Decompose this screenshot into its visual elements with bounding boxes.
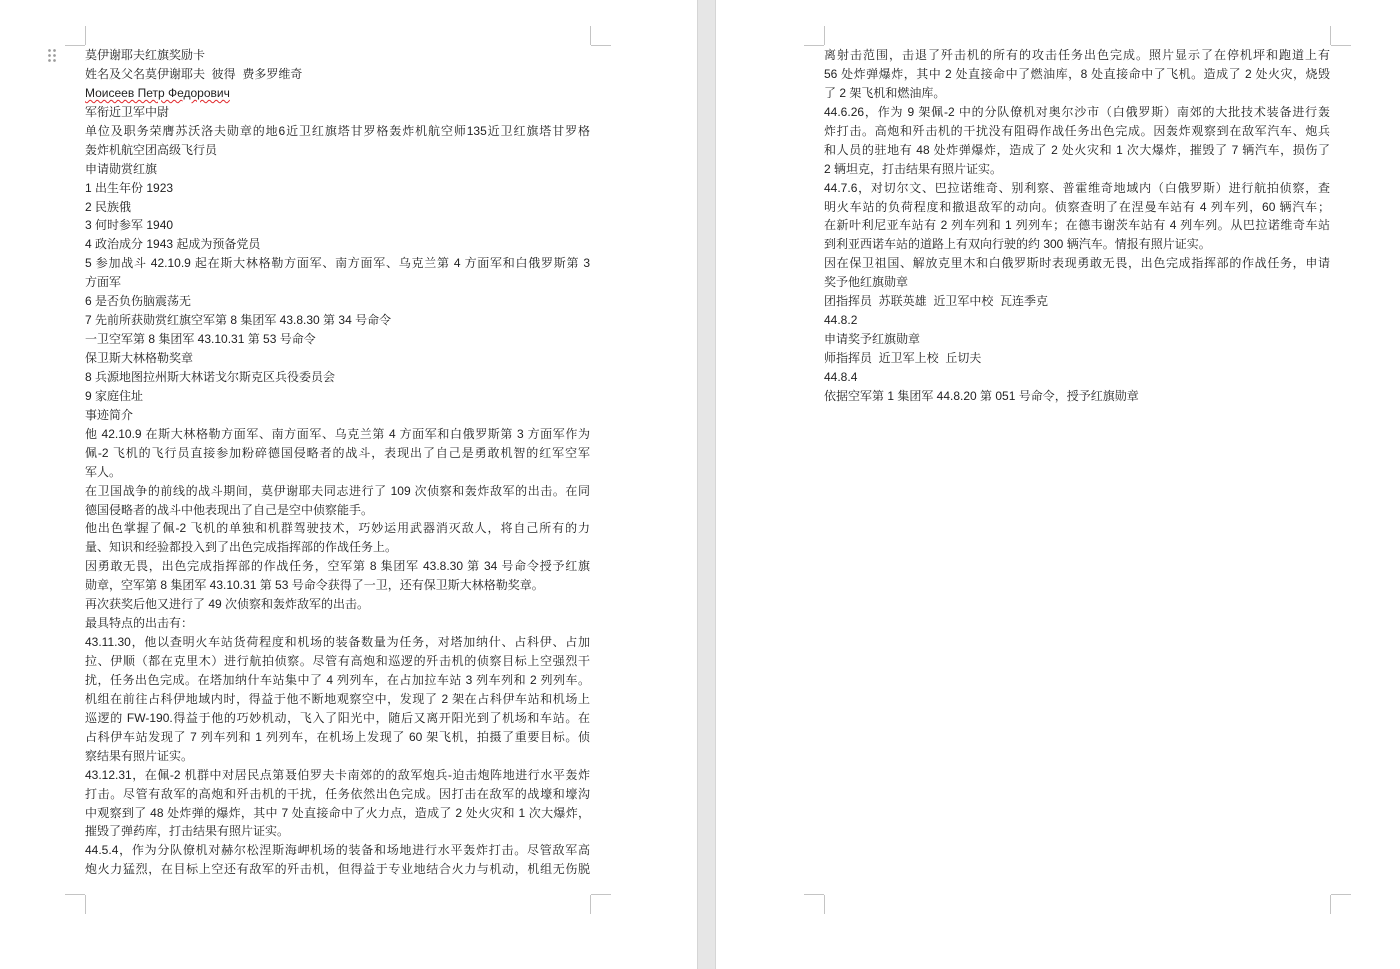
summary-text-line[interactable]: 因勇敢无畏，出色完成指挥部的作战任务，空军第 8 集团军 43.8.30 第 34 号命令授予红旗 — [85, 559, 590, 574]
field-nationality[interactable]: 2 民族俄 — [85, 199, 132, 214]
summary-heading[interactable]: 事迹简介 — [85, 407, 134, 422]
award-order-decision[interactable]: 依据空军第 1 集团军 44.8.20 第 051 号命令，授予红旗勋章 — [824, 388, 1139, 403]
field-full-name-russian[interactable]: Моисеев Петр Федорович — [85, 85, 230, 100]
summary-text-line[interactable]: 巡逻的 FW-190.得益于他的巧妙机动，飞入了阳光中，随后又离开阳光到了机场和车站。在 — [85, 710, 590, 725]
summary-text-line[interactable]: 打击。尽管有敌军的高炮和歼击机的干扰，任务依然出色完成。因打击在敌军的战壕和壕沟 — [85, 786, 590, 801]
field-wounds[interactable]: 6 是否负伤脑震荡无 — [85, 294, 192, 309]
summary-text-line[interactable]: 炮火力猛烈，在目标上空还有敌军的歼击机，但得益于专业地结合火力与机动，机组无伤脱 — [85, 862, 590, 877]
summary-text-line[interactable]: 明火车站的负荷程度和撤退敌军的动向。侦察查明了在涅曼车站有 4 列车列，60 辆汽车； — [824, 199, 1330, 214]
summary-text-line[interactable]: 摧毁了弹药库，打击结果有照片证实。 — [85, 824, 290, 839]
card-title[interactable]: 莫伊谢耶夫红旗奖励卡 — [85, 48, 206, 62]
summary-text-line[interactable]: 勋章，空军第 8 集团军 43.10.31 第 53 号命令获得了一卫，还有保卫斯大林格勒奖章。 — [85, 578, 544, 593]
page-separator — [697, 0, 716, 969]
crop-mark — [85, 26, 86, 45]
summary-text-line[interactable]: 察结果有照片证实。 — [85, 748, 194, 763]
crop-mark — [591, 894, 611, 895]
summary-text-line[interactable]: 离射击范围，击退了歼击机的所有的攻击任务出色完成。照片显示了在停机坪和跑道上有 — [824, 48, 1330, 62]
summary-text-line[interactable]: 量、知识和经验都投入到了出色完成指挥部的作战任务上。 — [85, 540, 398, 555]
summary-text-line[interactable]: 44.6.26，作为 9 架佩-2 中的分队僚机对奥尔沙市（白俄罗斯）南郊的大批技术装备进行轰 — [824, 104, 1330, 119]
summary-text-line[interactable]: 拉、伊顺（都在克里木）进行航拍侦察。尽管有高炮和巡逻的歼击机的侦察目标上空强烈干 — [85, 654, 590, 668]
summary-text-line[interactable]: 和人员的驻地有 48 处炸弹爆炸，造成了 2 处火灾和 1 次大爆炸，摧毁了 7 辆汽车，损伤了 — [824, 142, 1330, 157]
summary-text-line[interactable]: 44.7.6，对切尔文、巴拉诺维奇、别利察、普霍维奇地域内（白俄罗斯）进行航拍侦察，查 — [824, 180, 1330, 195]
field-combat-participation[interactable]: 5 参加战斗 42.10.9 起在斯大林格勒方面军、南方面军、乌克兰第 4 方面军和白俄罗斯第 3 — [85, 256, 590, 271]
summary-text-line[interactable]: 他 42.10.9 在斯大林格勒方面军、南方面军、乌克兰第 4 方面军和白俄罗斯第 3 方面军作为 — [85, 426, 590, 441]
summary-text-line[interactable]: 机组在前往占科伊地域内时，得益于他不断地观察空中，发现了 2 架在占科伊车站和机场上 — [85, 691, 590, 706]
summary-text-line[interactable]: 43.12.31，在佩-2 机群中对居民点第聂伯罗夫卡南郊的的敌军炮兵-迫击炮阵地进行水平轰炸 — [85, 767, 590, 782]
crop-mark — [590, 895, 591, 914]
drag-handle-icon[interactable] — [47, 48, 57, 63]
page-1-body-text[interactable] — [85, 46, 590, 879]
summary-text-line[interactable]: 中观察到了 48 处炸弹的爆炸，其中 7 处直接命中了火力点，造成了 2 处火灾和 1 次大爆炸， — [85, 805, 590, 820]
regiment-commander-date[interactable]: 44.8.2 — [824, 313, 858, 328]
crop-mark — [804, 45, 824, 46]
summary-text-line[interactable]: 了 2 架飞机和燃油库。 — [824, 85, 946, 100]
crop-mark — [1330, 26, 1331, 45]
regiment-commander-signature[interactable]: 团指挥员 苏联英雄 近卫军中校 瓦连季克 — [824, 294, 1049, 309]
summary-text-line[interactable]: 56 处炸弹爆炸，其中 2 处直接命中了燃油库，8 处直接命中了飞机。造成了 2 处火灾，烧毁 — [824, 66, 1330, 81]
field-combat-participation-continued[interactable]: 方面军 — [85, 275, 122, 290]
division-commander-signature[interactable]: 师指挥员 近卫军上校 丘切夫 — [824, 351, 982, 365]
field-previous-awards[interactable]: 7 先前所获勋赏红旗空军第 8 集团军 43.8.30 第 34 号命令 — [85, 313, 392, 328]
crop-mark — [824, 26, 825, 45]
summary-text-line[interactable]: 43.11.30，他以查明火车站货荷程度和机场的装备数量为任务，对塔加纳什、占科伊、占加 — [85, 635, 590, 650]
division-commander-date[interactable]: 44.8.4 — [824, 369, 858, 384]
summary-text-line[interactable]: 佩-2 飞机的飞行员直接参加粉碎德国侵略者的战斗，表现出了自己是勇敢机智的红军空军 — [85, 445, 590, 460]
recommendation-text-line[interactable]: 奖予他红旗勋章 — [824, 275, 909, 290]
field-birth-year[interactable]: 1 出生年份 1923 — [85, 180, 174, 195]
field-full-name[interactable]: 姓名及父名莫伊谢耶夫 彼得 费多罗维奇 — [85, 66, 303, 81]
field-unit-position-continued[interactable]: 轰炸机航空团高级飞行员 — [85, 142, 218, 157]
summary-text-line[interactable]: 在新叶利尼亚车站有 2 列车列和 1 列列车；在德韦谢茨车站有 4 列车列。从巴拉诺维奇车站 — [824, 218, 1330, 233]
summary-text-line[interactable]: 军人。 — [85, 464, 122, 479]
crop-mark — [1331, 45, 1351, 46]
crop-mark — [804, 894, 824, 895]
field-party-membership[interactable]: 4 政治成分 1943 起成为预备党员 — [85, 237, 261, 252]
summary-text-line[interactable]: 占科伊车站发现了 7 列车列和 1 列列车，在机场上发现了 60 架飞机，拍摄了重要目标。侦 — [85, 729, 590, 744]
crop-mark — [591, 45, 611, 46]
crop-mark — [65, 894, 85, 895]
page-2-body-text[interactable] — [824, 46, 1330, 406]
summary-text-line[interactable]: 扰，任务出色完成。在塔加纳什车站集中了 4 列列车，在占加拉车站 3 列车列和 2 列列车。 — [85, 672, 590, 687]
field-home-address[interactable]: 9 家庭住址 — [85, 388, 144, 403]
crop-mark — [85, 895, 86, 914]
summary-text-line[interactable]: 炸打击。高炮和歼击机的干扰没有阻碍作战任务出色完成。因轰炸观察到在敌军汽车、炮兵 — [824, 123, 1330, 138]
summary-text-line[interactable]: 再次获奖后他又进行了 49 次侦察和轰炸敌军的出击。 — [85, 597, 370, 612]
crop-mark — [65, 45, 85, 46]
crop-mark — [1330, 895, 1331, 914]
recommendation-text-line[interactable]: 因在保卫祖国、解放克里木和白俄罗斯时表现勇敢无畏，出色完成指挥部的作战任务，申请 — [824, 256, 1330, 271]
summary-text-line[interactable]: 44.5.4，作为分队僚机对赫尔松涅斯海岬机场的装备和场地进行水平轰炸打击。尽管敌军高 — [85, 843, 590, 858]
field-previous-awards-item[interactable]: 保卫斯大林格勒奖章 — [85, 351, 194, 365]
crop-mark — [824, 895, 825, 914]
crop-mark — [590, 26, 591, 45]
field-award-requested[interactable]: 申请勋赏红旗 — [85, 161, 158, 176]
summary-text-line[interactable]: 2 辆坦克，打击结果有照片证实。 — [824, 161, 1003, 176]
field-unit-position[interactable]: 单位及职务荣膺苏沃洛夫勋章的地6近卫红旗塔甘罗格轰炸机航空师135近卫红旗塔甘罗格 — [85, 123, 590, 138]
summary-text-line[interactable]: 他出色掌握了佩-2 飞机的单独和机群驾驶技术，巧妙运用武器消灭敌人，将自己所有的力 — [85, 521, 590, 536]
summary-text-line[interactable]: 德国侵略者的战斗中他表现出了自己是空中侦察能手。 — [85, 502, 374, 517]
division-recommendation[interactable]: 申请奖予红旗勋章 — [824, 332, 921, 347]
field-recruitment-office[interactable]: 8 兵源地图拉州斯大林诺戈尔斯克区兵役委员会 — [85, 369, 336, 384]
field-military-rank[interactable]: 军衔近卫军中尉 — [85, 104, 170, 119]
document-page-1[interactable] — [0, 0, 697, 969]
crop-mark — [1331, 894, 1351, 895]
summary-text-line[interactable]: 在卫国战争的前线的战斗期间，莫伊谢耶夫同志进行了 109 次侦察和轰炸敌军的出击。在同 — [85, 483, 590, 498]
field-previous-awards-item[interactable]: 一卫空军第 8 集团军 43.10.31 第 53 号命令 — [85, 332, 316, 347]
document-page-2[interactable] — [716, 0, 1400, 969]
summary-text-line[interactable]: 最具特点的出击有： — [85, 616, 194, 631]
field-enlistment-year[interactable]: 3 何时参军 1940 — [85, 218, 174, 233]
summary-text-line[interactable]: 到利亚西诺车站的道路上有双向行驶的约 300 辆汽车。情报有照片证实。 — [824, 237, 1211, 252]
